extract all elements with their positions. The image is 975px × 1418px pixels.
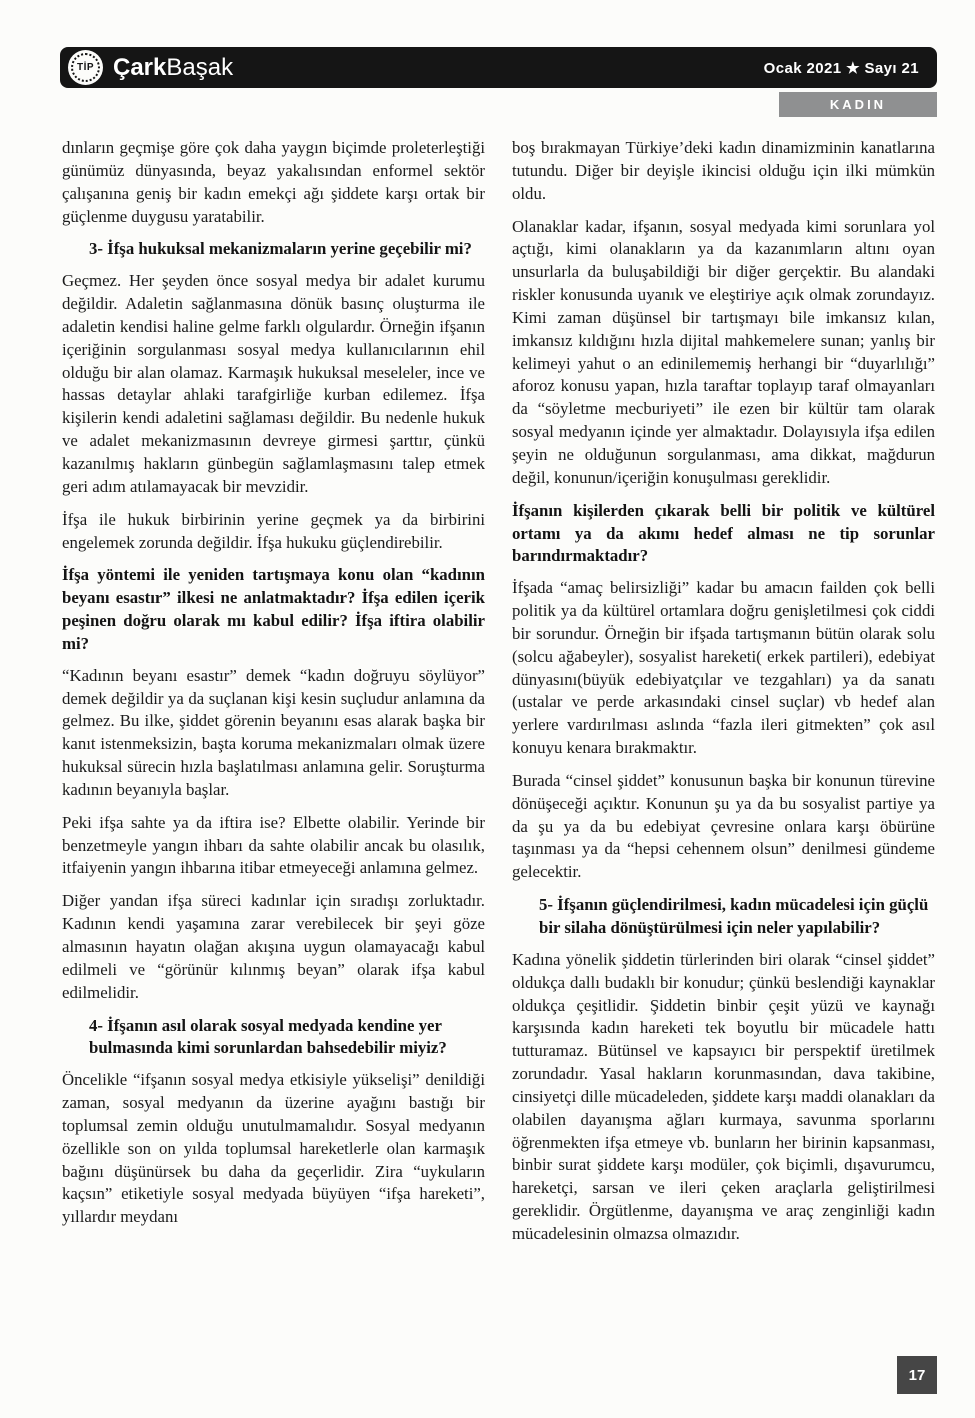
heading-question-beyan: İfşa yöntemi ile yeniden tartışmaya konu olan “kadının beyanı esastır” ilkesi ne anlatmaktadır? İfşa edilen içerik peşinen doğru olarak mı kabul edilir? İfşa iftira olabilir mi? [62,565,485,653]
left-column [62,137,485,1256]
paragraph: Burada “cinsel şiddet” konusunun başka bir konunun türevine dönüşeceği açıktır. Konunun şu ya da bu sosyalist partiye ya da şu ya da bu edebiyat çevresine onlara karşı öbürüne taşınması ya da “hepsi cehennem olsun” denilmesi gündeme gelecektir. [512,770,935,882]
right-column [512,137,935,1256]
paragraph: Olanaklar kadar, ifşanın, sosyal medyada kimi sorunlara yol açtığı, kimi olanakların ya da kazanımların altını oyan unsurlarla da buluşabildiği bir diğer gerçektir. Bu alandaki riskler konusunda uyanık ve eleştiriye açık olmak zorundayız. Kimi zaman düşünsel bir tartışmayı bile imkansız kılan, imkansız kıldığını hızla dijital mahkemelere sunan; yanlış bir kelimeyi yahut o an edinilememiş herhangi bir “duyarlılığı” aforoz konusu yapan, hızla taraftar toplayıp taraf olmayanları da “söyletme mecburiyeti” ile ezen bir kültür tam olarak sosyal medyanın içinde yer almaktadır. Dolayısıyla ifşa edilen şeyin ne olduğunun sorgulanması, ama dikkat, mağdurun değil, konunun/içeriğin konuşulması gereklidir. [512,216,935,487]
paragraph: Peki ifşa sahte ya da iftira ise? Elbette olabilir. Yerinde bir benzetmeyle yangın ihbarı da sahte olabilir ancak bu olasılık, itfaiyenin yangın ihbarına itibar etmeyeceği anlamına gelmez. [62,812,485,878]
page-number: 17 [897,1356,937,1394]
heading-question-3: 3- İfşa hukuksal mekanizmaların yerine geçebilir mi? [89,239,472,259]
logo-text: TİP [76,62,95,73]
paragraph: İfşada “amaç belirsizliği” kadar bu amacın failden çok belli politik ya da kültürel ortamlara doğru genişletilmesi çok ciddi bir sorundur. Örneğin bir ifşada tartışmanın bütün olarak solu (solcu ağabeyler), sosyalist hareketi( erkek partileri), edebiyat dünyasını(büyük edebiyatçılar ve tezgahları) ya da sanatı (ustalar ve perde arkasındaki cinsel suçlar) vb hedef alan yerlere vardırılması aslında “fazla ileri gitmekten” çok asıl konuyu kenara bırakmaktır. [512,578,935,758]
magazine-title [113,53,234,81]
paragraph: boş bırakmayan Türkiye’deki kadın dinamizminin kanatlarına tutundu. Diğer bir deyişle ikincisi olduğu için ilki mümkün oldu. [512,138,935,203]
article-body [62,137,935,1256]
tip-party-logo-icon [68,50,103,85]
paragraph: Kadına yönelik şiddetin türlerinden biri olarak “cinsel şiddet” oldukça dallı budaklı bir konudur; çünkü beslendiği kaynaklar oldukça çeşitlidir. Şiddetin binbir çeşit yüzü ve kaynağı karşısında kadın hareketi tek boyutlu bir mücadele hattı tutturamaz. Bütünsel ve kapsayıcı bir perspektif üretilmek zorundadır. Yasal hakların korunmasından, dava takibine, cinsiyetçi dille mücadeleden, şiddete karşı maddi olanakları da olabilen dayanışma ağları kurmaya, savunma sporlarını öğrenmekten ifşa etmeye vb. bunların her birinin kapsanması, binbir surat şiddete karşı modüler, çok biçimli, dışavurumcu, hareketçi, sarsan ve ileri çeken araçlarla geliştirilmesi gereklidir. Örgütlenme, dayanışma ve araç zenginliği kadın mücadelesinin olmazsa olmazıdır. [512,949,935,1243]
paragraph: Geçmez. Her şeyden önce sosyal medya bir adalet kurumu değildir. Adaletin sağlanmasına dönük basınç oluşturma ile adaletin kendisi haline gelme farklı olgulardır. Örneğin ifşanın içeriğinin sorgulanması sosyal medya kullanıcılarının ehil olduğu bir alan olamaz. Karmaşık hukuksal meseleler, ince ve hassas detaylar ahlaki tarafgirliğe kurban edilemez. İfşa kişilerin kendi adaletini sağlaması değildir. Bu nedenle hukuk ve adalet mekanizmasının devreye girmesi şarttır, çünkü kazanılmış hakların günbegün sağlamlaşmasını talep etmek geri adım atılamayacak bir mevzidir. [62,271,485,496]
section-badge: KADIN [779,92,937,117]
paragraph: Diğer yandan ifşa süreci kadınlar için sıradışı zorluktadır. Kadının kendi yaşamına zarar verebilecek bir şeyi göze almasının hayatın olağan akışına uygun olamayacağı kabul edilmeli ve “görünür kılınmış beyan” olarak ifşa kabul edilmelidir. [62,891,485,1002]
brand [68,50,233,85]
heading-question-4: 4- İfşanın asıl olarak sosyal medyada kendine yer bulmasında kimi sorunlardan bahsedebilir miyiz? [89,1015,447,1058]
heading-question-5: 5- İfşanın güçlendirilmesi, kadın mücadelesi için güçlü bir silaha dönüştürülmesi için neler yapılabilir? [539,895,929,937]
issue-info: Ocak 2021 ★ Sayı 21 [763,59,919,77]
paragraph: İfşa ile hukuk birbirinin yerine geçmek ya da birbirini engelemek zorunda değildir. İfşa hukuku güçlendirebilir. [62,509,485,552]
magazine-title-light: Başak [166,53,234,81]
magazine-title-bold: Çark [113,53,167,81]
header-bar [60,47,937,88]
paragraph: dınların geçmişe göre çok daha yaygın biçimde proleterleştiği günümüz dünyasında, beyaz yakalısından enformel sektör çalışanına geniş bir kadın emekçi ağı şiddete karşı ortak bir güçlenme duygusu yaratabilir. [62,138,485,226]
paragraph: Öncelikle “ifşanın sosyal medya etkisiyle yükselişi” denildiği zaman, sosyal medyanın da üzerine ayağını bastığı bir toplumsal zemin olduğu unutulmamalıdır. Sosyal medyanın özellikle son on yılda toplumsal hareketlerle olan karmaşık bağını düşünürsek bu daha da geçerlidir. Zira “uykuların kaçsın” etiketiyle sosyal medyada büyüyen “ifşa hareketi”, yıllardır meydanı [62,1070,485,1227]
paragraph: “Kadının beyanı esastır” demek “kadın doğruyu söylüyor” demek değildir ya da suçlanan kişi kesin suçludur anlamına da gelmez. Bu ilke, şiddet görenin beyanını esas alarak başka bir kanıt istenmeksizin, başta koruma mekanizmaları olmak üzere hukuksal sürecin hızla başlatılması anlamına gelir. Soruşturma kadının beyanıyla başlar. [62,665,485,799]
heading-question-politik: İfşanın kişilerden çıkarak belli bir politik ve kültürel ortamı ya da akımı hedef alması ne tip sorunlar barındırmaktadır? [512,500,935,566]
